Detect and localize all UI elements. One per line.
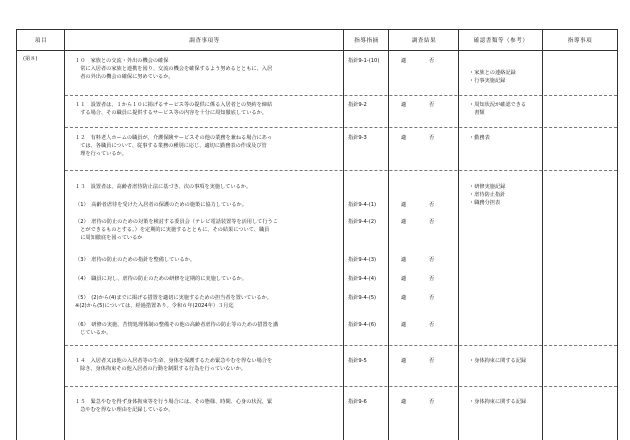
guideline-ref: 指針9-4-(2) [348, 219, 377, 225]
guideline-ref: 指針9-1-(10) [348, 58, 380, 64]
check-item-13: １３ 設置者は、高齢者虐待防止法に基づき、次の事項を実施しているか。 [75, 184, 252, 190]
guideline-ref: 指針9-2 [348, 102, 367, 108]
guideline-ref: 指針9-5 [348, 358, 367, 364]
result-ok[interactable]: 適 [401, 295, 407, 301]
header-result: 調査結果 [389, 30, 459, 51]
guideline-ref: 指針9-4-(6) [348, 322, 377, 328]
guideline-ref: 指針9-4-(3) [348, 257, 377, 263]
row-separator [65, 170, 617, 171]
sub-item-5: （5） (2)から(4)までに掲げる措置を適切に実施するための担当者を置いているか。 ※(2)から(5)については、経過措置あり。令和６年(2024年）３月迄 [75, 295, 272, 309]
row-separator [65, 386, 617, 387]
check-item-14: １４ 入居者又は他の入居者等の生命、身体を保護するため緊急やむを得ない場合を 除き、身体拘束その他入居者の行動を制限する行為を行っていないか。 [75, 358, 273, 372]
check-item-15: １５ 緊急やむを得ず身体拘束等を行う場合には、その態様、時間、心身の状況、緊 急やむを得ない理由を記録しているか。 [75, 399, 273, 413]
row-separator [65, 345, 617, 346]
result-ok[interactable]: 適 [401, 135, 407, 141]
guideline-ref: 指針9-4-(1) [348, 202, 377, 208]
row-separator [65, 95, 617, 96]
result-ok[interactable]: 適 [401, 358, 407, 364]
docs-list: ・勤務表 [469, 135, 490, 141]
sub-item-1: （1） 高齢者虐待を受けた入居者の保護のための施策に協力しているか。 [75, 202, 247, 208]
docs-list: ・身体拘束に関する記録 [469, 399, 527, 405]
result-ok[interactable]: 適 [401, 102, 407, 108]
result-ng[interactable]: 否 [429, 102, 435, 108]
guideline-ref: 指針9-3 [348, 135, 367, 141]
sub-item-3: （3） 虐待の防止のための指針を整備しているか。 [75, 257, 196, 263]
guideline-ref: 指針9-4-(4) [348, 276, 377, 282]
docs-list: ・周知状況が確認できる 書類 [469, 102, 527, 116]
result-ng[interactable]: 否 [429, 358, 435, 364]
inspection-checklist-table [16, 29, 618, 440]
result-ok[interactable]: 適 [401, 399, 407, 405]
result-ng[interactable]: 否 [429, 295, 435, 301]
header-check: 調査事項等 [65, 30, 344, 51]
result-ng[interactable]: 否 [429, 202, 435, 208]
guideline-ref: 指針9-4-(5) [348, 295, 377, 301]
docs-list: ・研修実施記録 ・虐待防止指針 ・職務分担表 [469, 184, 506, 206]
result-ng[interactable]: 否 [429, 257, 435, 263]
header-notes: 指導事項 [543, 30, 617, 51]
header-guideline: 指導指摘 [344, 30, 389, 51]
sub-item-2: （2） 虐待の防止のための対策を検討する委員会（テレビ電話装置等を活用して行うこ とができるものとする。）を定期的に実施するとともに、その結果について、職員 に周知徹底を図っているか [75, 219, 278, 241]
sub-item-4: （4） 職員に対し、虐待の防止のための研修を定期的に実施しているか。 [75, 276, 247, 282]
result-ng[interactable]: 否 [429, 322, 435, 328]
result-ng[interactable]: 否 [429, 399, 435, 405]
result-ok[interactable]: 適 [401, 276, 407, 282]
column-divider [388, 30, 389, 440]
result-ok[interactable]: 適 [401, 257, 407, 263]
result-ng[interactable]: 否 [429, 135, 435, 141]
result-ok[interactable]: 適 [401, 322, 407, 328]
column-divider [343, 30, 344, 440]
section-label: (第８) [23, 56, 38, 62]
guideline-ref: 指針9-6 [348, 399, 367, 405]
check-item-11: １１ 設置者は、１から１０に掲げるサービス等の提供に係る入居者との契約を締結 する場合、その職員に提供するサービス等の内容を十分に周知徹底しているか。 [75, 102, 273, 116]
column-divider [458, 30, 459, 440]
header-item: 項目 [17, 30, 65, 51]
result-ok[interactable]: 適 [401, 58, 407, 64]
result-ng[interactable]: 否 [429, 276, 435, 282]
check-item-12: １２ 有料老人ホームの職員が、介護保険サービスその他の業務を兼ねる場合にあっ ては、各職員について、従事する業務の種別に応じ、適切に勤務表の作成及び管 理を行っているか。 [75, 135, 273, 157]
column-divider [64, 30, 65, 440]
header-docs: 確認書類等（参考） [459, 30, 543, 51]
result-ok[interactable]: 適 [401, 202, 407, 208]
check-item-10: １０ 家族との交流・外出の機会の確保 常に入居者の家族と連携を図り、交流の機会を確保するよう努めるとともに、入居 者の外出の機会の確保に努めているか。 [75, 58, 273, 80]
result-ok[interactable]: 適 [401, 219, 407, 225]
sub-item-6: （6） 研修の実施、苦情処理体制の整備その他の高齢者虐待の防止等のための措置を講 じているか。 [75, 322, 279, 336]
docs-list: ・身体拘束に関する記録 [469, 358, 527, 364]
result-ng[interactable]: 否 [429, 58, 435, 64]
column-divider [542, 30, 543, 440]
result-ng[interactable]: 否 [429, 219, 435, 225]
docs-list: ・家族との連絡記録 ・行事実施記録 [469, 70, 516, 84]
row-separator [65, 127, 617, 128]
